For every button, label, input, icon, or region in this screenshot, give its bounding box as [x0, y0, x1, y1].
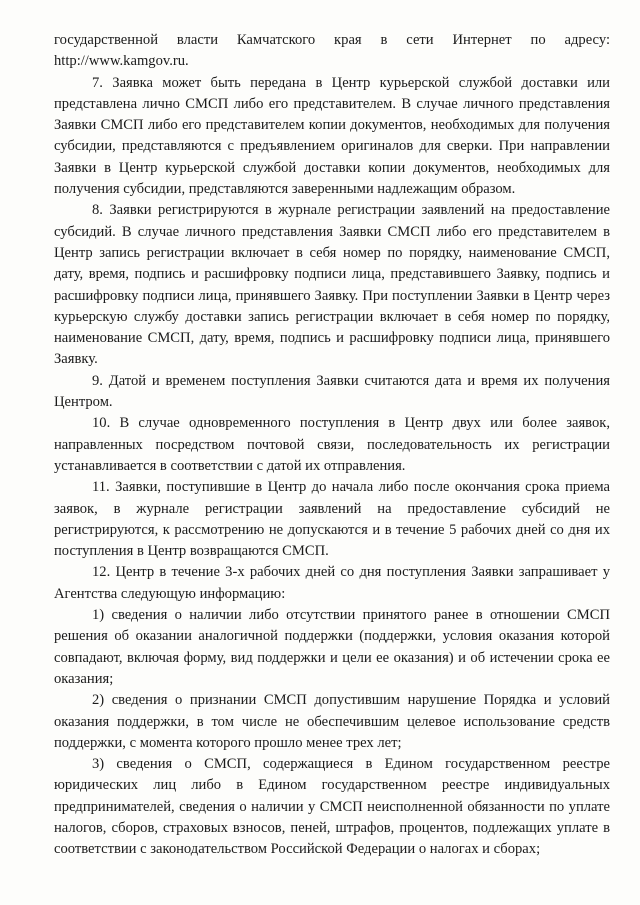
subitem-2: 2) сведения о признании СМСП допустившим нарушение Порядка и условий оказания поддержки, в том числе не обеспечившим целевое использование средств поддержки, с момента которого прошло менее трех лет; [54, 692, 610, 751]
paragraph-item-8: 8. Заявки регистрируются в журнале регистрации заявлений на предоставление субсидий. В случае личного представления Заявки СМСП либо его представителем в Центр запись регистрации включает в себя номер по порядку, наименование СМСП, дату, время, подпись и расшифровку подписи лица, представившего Заявку, подпись и расшифровку подписи лица, принявшего Заявку. При поступлении Заявки в Центр через курьерскую службу доставки запись регистрации включает в себя номер по порядку, наименование СМСП, дату, время, подпись и расшифровку подписи лица, принявшего Заявку. [54, 202, 610, 368]
paragraph-continuation: государственной власти Камчатского края в сети Интернет по адресу: http://www.kamgov.ru. [54, 32, 610, 70]
paragraph-item-12: 12. Центр в течение 3-х рабочих дней со дня поступления Заявки запрашивает у Агентства следующую информацию: [54, 564, 610, 602]
document-body [54, 30, 610, 861]
paragraph-item-9: 9. Датой и временем поступления Заявки считаются дата и время их получения Центром. [54, 372, 610, 411]
paragraph-item-7: 7. Заявка может быть передана в Центр курьерской службой доставки или представлена лично СМСП либо его представителем. В случае личного представления Заявки СМСП либо его представителем копии документов, необходимых для получения субсидии, представляются с предъявлением оригиналов для сверки. При направлении Заявки в Центр курьерской службой доставки копии документов, необходимых для получения субсидии, представляются заверенными надлежащим образом. [54, 74, 610, 198]
subitem-3: 3) сведения о СМСП, содержащиеся в Едином государственном реестре юридических лиц либо в Едином государственном реестре индивидуальных предпринимателей, сведения о наличии у СМСП неисполненной обязанности по уплате налогов, сборов, страховых взносов, пеней, штрафов, процентов, подлежащих уплате в соответствии с законодательством Российской Федерации о налогах и сборах; [54, 756, 610, 858]
paragraph-item-10: 10. В случае одновременного поступления в Центр двух или более заявок, направленных посредством почтовой связи, последовательность их регистрации устанавливается в соответствии с датой их отправления. [54, 415, 610, 474]
subitem-1: 1) сведения о наличии либо отсутствии принятого ранее в отношении СМСП решения об оказании аналогичной поддержки (поддержки, условия оказания которой совпадают, включая форму, вид поддержки и цели ее оказания) и об истечении срока ее оказания; [54, 607, 610, 687]
paragraph-item-11: 11. Заявки, поступившие в Центр до начала либо после окончания срока приема заявок, в журнале регистрации заявлений на предоставление субсидий не регистрируются, к рассмотрению не допускаются и в течение 5 рабочих дней со дня их поступления в Центр возвращаются СМСП. [54, 479, 610, 560]
